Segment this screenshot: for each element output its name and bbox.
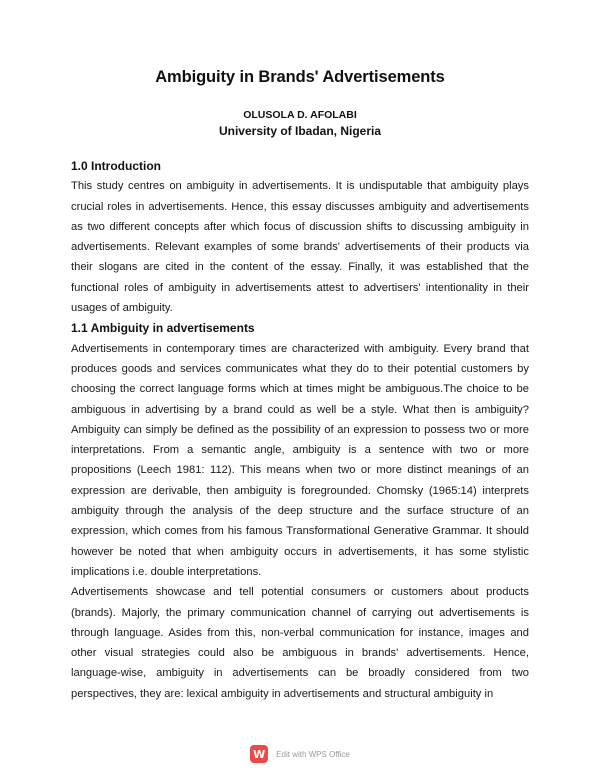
paragraph: Advertisements in contemporary times are characterized with ambiguity. Every brand that produces goods and services communicates what they do to their potential customers by choosing the correct language forms which at times might be ambiguous.The choice to be ambiguous in advertising by a brand could as well be a style. What then is ambiguity? Ambiguity can simply be defined as the possibility of an expression to possess two or more interpretations. From a semantic angle, ambiguity is a sentence with two or more propositions (Leech 1981: 112). This means when two or more distinct meanings of an expression are derivable, then ambiguity is foregrounded. Chomsky (1965:14) interprets ambiguity through the analysis of the deep structure and the surface structure of an expression, which comes from his famous Transformational Generative Grammar. It should however be noted that when ambiguity occurs in advertisements, it has some stylistic implications i.e. double interpretations. bbox=[71, 342, 529, 578]
document-title: Ambiguity in Brands' Advertisements bbox=[155, 68, 445, 86]
section-introduction bbox=[71, 156, 529, 318]
section-heading: 1.1 Ambiguity in advertisements bbox=[71, 321, 255, 336]
wps-logo-icon: W bbox=[250, 745, 268, 763]
wps-watermark-text: Edit with WPS Office bbox=[276, 749, 350, 759]
document-body bbox=[71, 156, 529, 704]
paragraph: This study centres on ambiguity in advertisements. It is undisputable that ambiguity plays crucial roles in advertisements. Hence, this essay discusses ambiguity and advertisements as two different concepts after which focus of discussion shifts to discussing ambiguity in advertisements. Relevant examples of some brands' advertisements of their products via their slogans are cited in the content of the essay. Finally, it was established that the functional roles of ambiguity in advertisements attest to advertisers' intentionality in their usages of ambiguity. bbox=[71, 180, 529, 315]
author-name: OLUSOLA D. AFOLABI bbox=[243, 109, 357, 121]
paragraph: Advertisements showcase and tell potential consumers or customers about products (brands). Majorly, the primary communication channel of carrying out advertisements is through language. Asides from this, non-verbal communication for instance, images and other visual strategies could also be ambiguous in brands' advertisements. Hence, language-wise, ambiguity in advertisements can be broadly considered from two perspectives, they are: lexical ambiguity in advertisements and structural ambiguity in bbox=[71, 586, 529, 700]
section-heading: 1.0 Introduction bbox=[71, 159, 161, 173]
wps-watermark bbox=[0, 744, 600, 764]
section-ambiguity-in-advertisements bbox=[71, 318, 529, 704]
author-affiliation: University of Ibadan, Nigeria bbox=[218, 124, 382, 138]
